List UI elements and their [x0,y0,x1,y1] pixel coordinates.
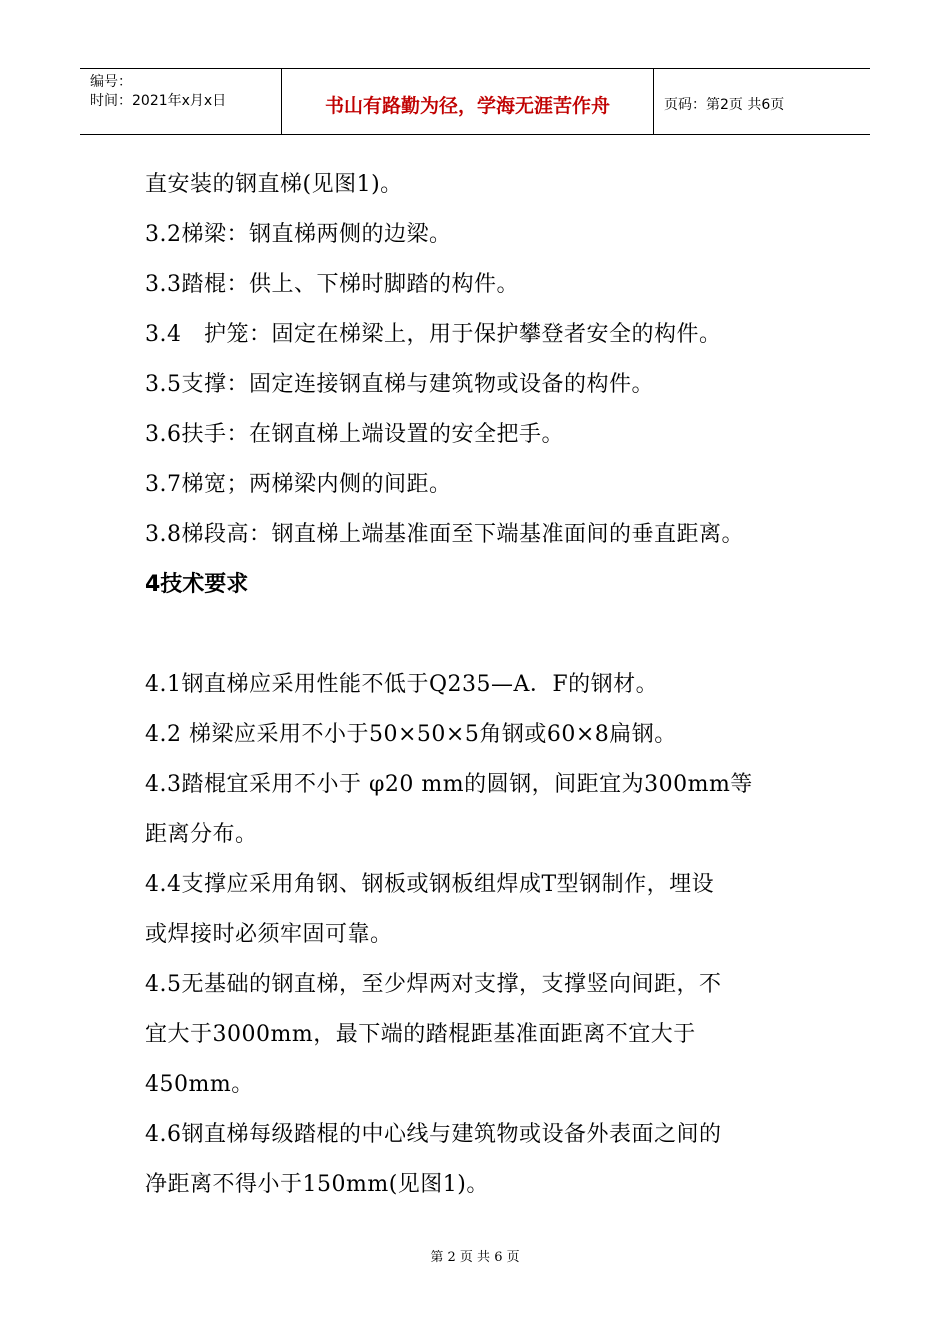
definition-3-3: 3.3踏棍：供上、下梯时脚踏的构件。 [145,272,519,297]
header-page-info: 页码：第2页 共6页 [664,96,785,113]
requirement-4-5: 4.5无基础的钢直梯，至少焊两对支撑，支撑竖向间距，不 [145,972,722,997]
requirement-4-6: 4.6钢直梯每级踏棍的中心线与建筑物或设备外表面之间的 [145,1122,722,1147]
header-motto: 书山有路勤为径，学海无涯苦作舟 [282,69,654,134]
requirement-4-2: 4.2 梯梁应采用不小于50×50×5角钢或60×8扁钢。 [145,722,677,747]
requirement-4-5-cont: 宜大于3000mm，最下端的踏棍距基准面距离不宜大于 [145,1022,696,1047]
section-spacer [145,610,825,660]
requirement-4-3-cont: 距离分布。 [145,822,258,847]
definition-3-4: 3.4 护笼：固定在梯梁上，用于保护攀登者安全的构件。 [145,322,722,347]
document-date-label: 时间：2021年x月x日 [90,93,227,109]
requirement-4-6-cont: 净距离不得小于150mm(见图1)。 [145,1172,489,1197]
page-footer: 第 2 页 共 6 页 [430,1250,520,1265]
definition-3-8: 3.8梯段高：钢直梯上端基准面至下端基准面间的垂直距离。 [145,522,744,547]
requirement-4-4: 4.4支撑应采用角钢、钢板或钢板组焊成T型钢制作，埋设 [145,872,715,897]
document-number-label: 编号： [90,74,132,90]
paragraph-line: 直安装的钢直梯(见图1)。 [145,172,403,197]
definition-3-7: 3.7梯宽；两梯梁内侧的间距。 [145,472,452,497]
requirement-4-3: 4.3踏棍宜采用不小于 φ20 mm的圆钢，间距宜为300mm等 [145,772,753,797]
document-body [145,160,825,1210]
section-heading: 4技术要求 [145,572,249,597]
definition-3-6: 3.6扶手：在钢直梯上端设置的安全把手。 [145,422,564,447]
requirement-4-1: 4.1钢直梯应采用性能不低于Q235—A．F的钢材。 [145,672,659,697]
requirement-4-4-cont: 或焊接时必须牢固可靠。 [145,922,393,947]
requirement-4-5-end: 450mm。 [145,1072,254,1097]
definition-3-2: 3.2梯梁：钢直梯两侧的边梁。 [145,222,452,247]
definition-3-5: 3.5支撑：固定连接钢直梯与建筑物或设备的构件。 [145,372,654,397]
page-header [80,68,870,135]
header-meta [80,69,282,134]
